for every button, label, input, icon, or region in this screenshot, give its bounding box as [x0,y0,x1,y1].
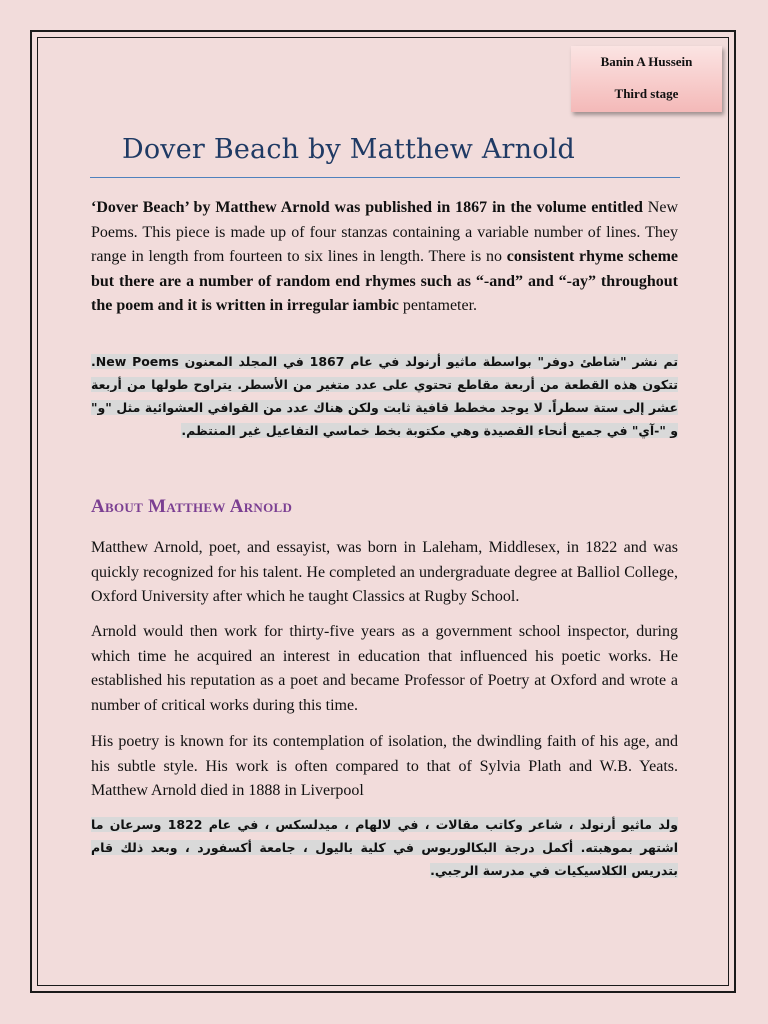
arabic-translation-intro [91,350,678,442]
intro-paragraph [91,196,678,319]
arabic-translation-bio [91,813,678,882]
bio-paragraph-3: His poetry is known for its contemplation of isolation, the dwindling faith of his age, and his subtle style. His work is often compared to that of Sylvia Plath and W.B. Yeats. Matthew Arnold died in 1888 in Liverpool [91,733,678,799]
intro-text-1: New Poems. This piece is made up of four stanzas containing a variable number of lines. They range in length from fourteen to six lines in length. There is no [91,199,678,265]
intro-text-2: pentameter. [398,297,478,314]
author-box [571,46,722,112]
author-stage: Third stage [614,86,679,101]
bio-paragraph-2: Arnold would then work for thirty-five years as a government school inspector, during which time he acquired an interest in education that influenced his poetic works. He established his reputation as a poet and became Professor of Poetry at Oxford and wrote a number of critical works during this time. [91,623,678,714]
document-title: Dover Beach by Matthew Arnold [122,134,576,165]
arabic-bio-text: ولد ماثيو أرنولد ، شاعر وكاتب مقالات ، في لالهام ، ميدلسكس ، في عام 1822 وسرعان ما اشتهر بموهبته. أكمل درجة البكالوريوس في كلية باليول ، جامعة أكسفورد ، وبعد ذلك قام بتدريس الكلاسيكيات في مدرسة الرجبي. [91,817,678,878]
author-name: Banin A Hussein [600,54,693,69]
bio-paragraph-1: Matthew Arnold, poet, and essayist, was born in Laleham, Middlesex, in 1822 and was quickly recognized for his talent. He completed an undergraduate degree at Balliol College, Oxford University after which he taught Classics at Rugby School. [91,539,678,605]
title-underline [90,177,680,178]
intro-bold-mid: consistent rhyme scheme but there are a number of random end rhymes such as “-and” and “-ay” throughout the poem and it is written in irregular iambic [91,248,678,314]
intro-bold-lead: ‘Dover Beach’ by Matthew Arnold was published in 1867 in the volume entitled [91,199,643,216]
about-heading: About Matthew Arnold [91,496,293,517]
arabic-intro-text: تم نشر "شاطئ دوفر" بواسطة ماثيو أرنولد في عام 1867 في المجلد المعنون New Poems. تتكون هذه القطعة من أربعة مقاطع تحتوي على عدد متغير من الأسطر. يتراوح طولها من أربعة عشر إلى ستة سطراً. لا يوجد مخطط قافية ثابت ولكن هناك عدد من القوافي العشوائية مثل "و" و "-آي" في جميع أنحاء القصيدة وهي مكتوبة بخط خماسي التفاعيل غير المنتظم. [91,354,679,438]
